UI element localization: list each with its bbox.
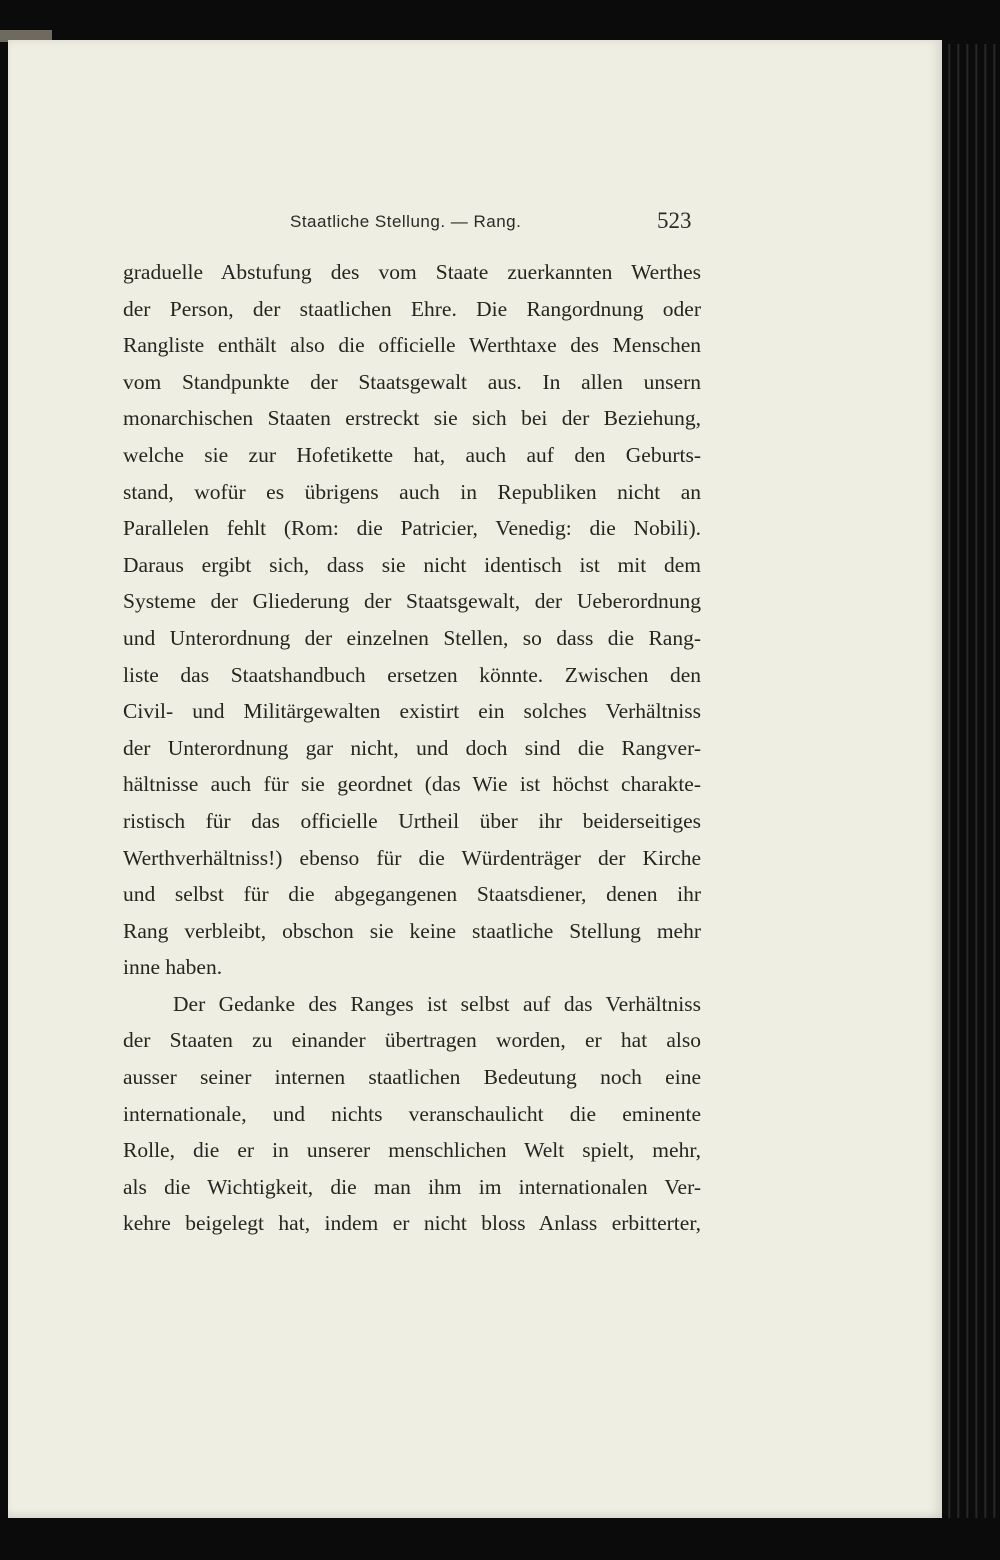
page-number: 523 bbox=[657, 208, 692, 233]
text-line: Civil- und Militärgewalten existirt ein solches Verhältniss bbox=[123, 699, 701, 724]
page-edge-texture bbox=[942, 44, 1000, 1518]
text-line: und Unterordnung der einzelnen Stellen, so dass die Rang- bbox=[123, 625, 701, 650]
text-line: der Unterordnung gar nicht, und doch sind die Rangver- bbox=[123, 735, 701, 760]
text-line: graduelle Abstufung des vom Staate zuerkannten Werthes bbox=[123, 260, 701, 284]
text-line: liste das Staatshandbuch ersetzen könnte. Zwischen den bbox=[123, 662, 701, 687]
text-line: Systeme der Gliederung der Staatsgewalt, der Ueberordnung bbox=[123, 589, 701, 614]
text-line: Parallelen fehlt (Rom: die Patricier, Venedig: die Nobili). bbox=[123, 516, 701, 541]
text-line: internationale, und nichts veranschaulicht die eminente bbox=[123, 1101, 701, 1126]
text-line: inne haben. bbox=[123, 955, 223, 980]
text-line: Daraus ergibt sich, dass sie nicht identisch ist mit dem bbox=[123, 552, 701, 577]
running-head: Staatliche Stellung. — Rang. bbox=[290, 212, 522, 231]
text-line: der Person, der staatlichen Ehre. Die Rangordnung oder bbox=[123, 296, 701, 321]
text-line: ristisch für das officielle Urtheil über ihr beiderseitiges bbox=[123, 808, 701, 833]
text-line: monarchischen Staaten erstreckt sie sich bei der Beziehung, bbox=[123, 406, 701, 431]
text-line: hältnisse auch für sie geordnet (das Wie ist höchst charakte- bbox=[123, 772, 701, 797]
text-line: als die Wichtigkeit, die man ihm im internationalen Ver- bbox=[123, 1174, 701, 1199]
text-line: Rang verbleibt, obschon sie keine staatliche Stellung mehr bbox=[123, 918, 701, 943]
text-line: kehre beigelegt hat, indem er nicht bloss Anlass erbitterter, bbox=[123, 1211, 701, 1236]
text-line: der Staaten zu einander übertragen worden, er hat also bbox=[123, 1028, 701, 1053]
text-line: Werthverhältniss!) ebenso für die Würdenträger der Kirche bbox=[123, 845, 701, 870]
text-line: und selbst für die abgegangenen Staatsdiener, denen ihr bbox=[123, 882, 701, 907]
text-line: stand, wofür es übrigens auch in Republiken nicht an bbox=[123, 479, 701, 504]
text-line: welche sie zur Hofetikette hat, auch auf den Geburts- bbox=[123, 442, 701, 467]
paragraph-2 bbox=[123, 986, 701, 1242]
text-line: Rolle, die er in unserer menschlichen Welt spielt, mehr, bbox=[123, 1138, 701, 1163]
paragraph-1 bbox=[123, 254, 701, 986]
body-text bbox=[123, 254, 701, 1242]
text-line: Der Gedanke des Ranges ist selbst auf das Verhältniss bbox=[173, 991, 701, 1016]
text-line: ausser seiner internen staatlichen Bedeutung noch eine bbox=[123, 1065, 701, 1090]
text-line: Rangliste enthält also die officielle Werthtaxe des Menschen bbox=[123, 333, 701, 358]
text-line: vom Standpunkte der Staatsgewalt aus. In allen unsern bbox=[123, 369, 701, 394]
